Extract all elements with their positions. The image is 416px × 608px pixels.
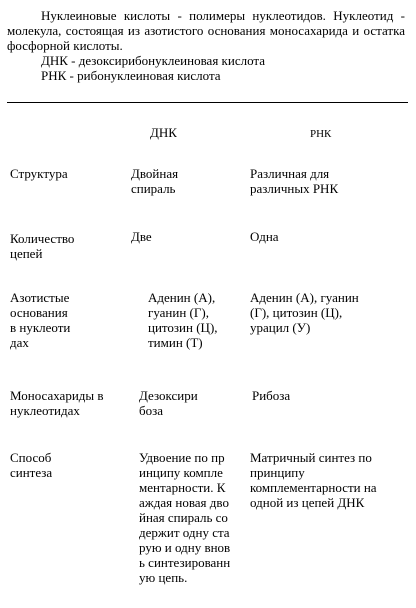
cell-dnk-strand-count: Две [131,229,152,244]
cell-rnk-structure: Различная для различных РНК [250,166,339,196]
intro-definition: Нуклеиновые кислоты - полимеры нуклеотидов. Нуклеотид - молекула, состоящая из азотистого основания моносахарида и остатка фосфорной кислоты. [7,8,405,53]
header-rnk: РНК [310,128,332,140]
cell-dnk-monosaccharides: Дезоксирибоза [139,388,198,418]
cell-dnk-structure: Двойная спираль [131,166,179,196]
row-label-monosaccharides: Моносахариды в нуклеотидах [10,388,104,418]
row-label-bases: Азотистые основания в нуклеотидах [10,290,71,350]
intro-rna-definition: РНК - рибонуклеиновая кислота [41,68,221,83]
cell-rnk-monosaccharides: Рибоза [252,388,291,403]
cell-rnk-synthesis: Матричный синтез по принципу комплементарности на одной из цепей ДНК [250,450,377,510]
row-label-structure: Структура [10,166,68,181]
header-dnk: ДНК [150,125,177,140]
intro-dna-definition: ДНК - дезоксирибонуклеиновая кислота [41,53,266,68]
cell-rnk-bases: Аденин (А), гуанин (Г), цитозин (Ц), урацил (У) [250,290,359,335]
cell-dnk-bases: Аденин (А), гуанин (Г), цитозин (Ц), тимин (Т) [148,290,218,350]
cell-rnk-strand-count: Одна [250,229,279,244]
row-label-strand-count: Количество цепей [10,231,75,261]
cell-dnk-synthesis: Удвоение по принципу комплементарности. Каждая новая двойная спираль содержит одну старую и одну вновь синтезированную цепь. [139,450,231,585]
row-label-synthesis: Способ синтеза [10,450,53,480]
intro-text [7,8,405,83]
section-divider [7,102,408,103]
